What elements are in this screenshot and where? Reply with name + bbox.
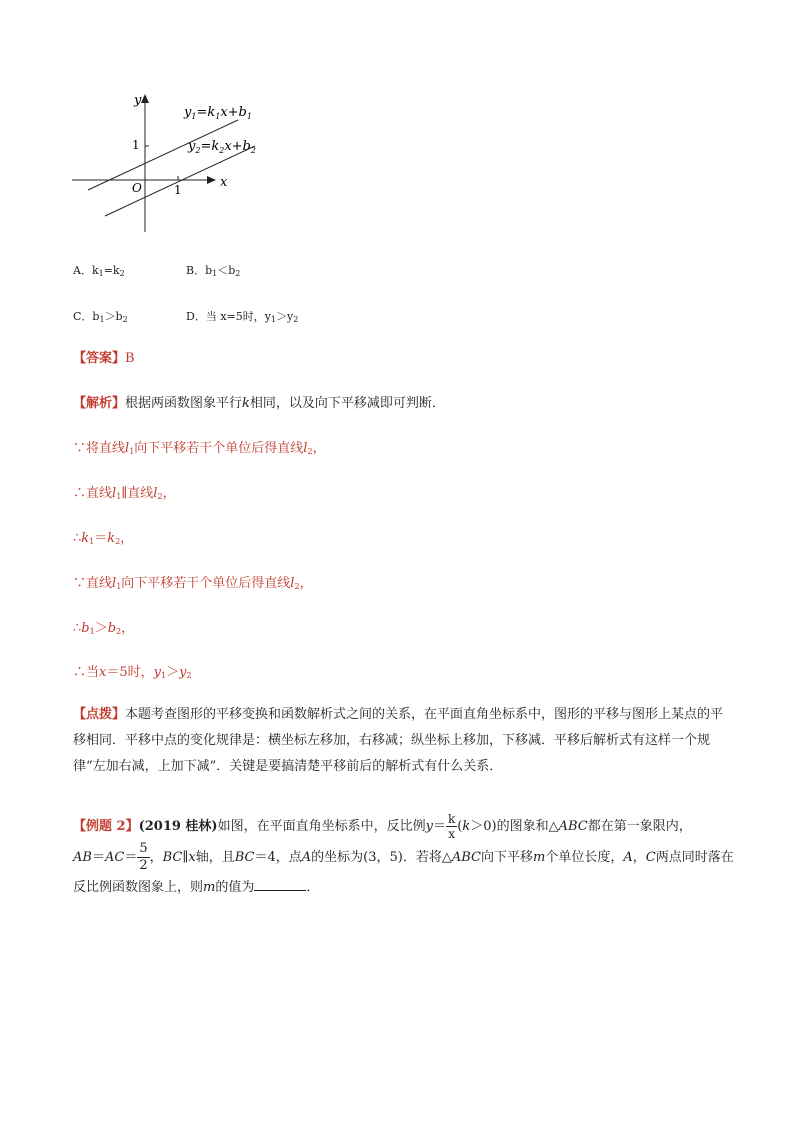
step-1: ∵将直线$l_1$向下平移若干个单位后得直线$l_2$，	[73, 441, 326, 456]
x-axis-arrow	[207, 176, 216, 184]
answer-tag: 【答案】	[73, 351, 126, 366]
example-2-paragraph: 【例题 2】(2019 桂林)如图，在平面直角坐标系中，反比例y＝ $\frac{k}{x}$ (k＞0)的图象和△ABC都在第一象限内， AB＝AC＝ $\frac{5}{2}$ ，BC∥x轴，且BC＝4，点A的坐标为(3，5)．若将△ABC向下平移m个单位长度，A，C两点同时落在反比例函数图象上，则m的值为 ．	[73, 812, 734, 895]
step-4: ∵直线$l_1$向下平移若干个单位后得直线$l_2$，	[73, 576, 313, 591]
step-5: $\therefore b_1>b_2$，	[73, 621, 135, 636]
step-6: ∴当x＝5时，$y_1>y_2$	[73, 665, 192, 680]
fraction-five-halves: $\frac{5}{2}$	[139, 841, 148, 873]
x-tick-label: 1	[174, 183, 182, 197]
line2-label: $y_2=k_2x+b_2$	[188, 139, 256, 155]
line1-label: $y_1=k_1x+b_1$	[184, 105, 252, 121]
tip-text: 本题考查图形的平移变换和函数解析式之间的关系，在平面直角坐标系中，图形的平移与图形上某点的平移相同．平移中点的变化规律是：横坐标左移加，右移减；纵坐标上移加，下移减．平移后解析式有这样一个规律“左加右减，上加下减”．关键是要搞清楚平移前后的解析式有什么关系．	[73, 707, 724, 774]
option-a: A．$k_1=k_2$	[73, 264, 125, 278]
y-tick-label: 1	[132, 138, 140, 152]
answer-blank[interactable]	[254, 878, 306, 891]
answer-value: B	[125, 351, 135, 366]
tip-paragraph	[73, 702, 735, 780]
step-2: ∴直线$l_1\parallel$直线$l_2$，	[73, 486, 176, 501]
option-d: D．当 x=5时，$y_1>y_2$	[186, 310, 299, 324]
tip-tag: 【点拨】	[73, 707, 126, 722]
linear-functions-graph	[60, 88, 280, 238]
x-axis-label: x	[220, 175, 228, 190]
y-axis-label: y	[134, 93, 142, 108]
option-c: C．$b_1>b_2$	[73, 310, 128, 324]
origin-label: O	[132, 181, 142, 195]
answer	[73, 350, 135, 368]
fraction-k-over-x: $\frac{k}{x}$	[447, 812, 456, 841]
y-axis-arrow	[141, 94, 149, 103]
line-y2	[105, 146, 255, 216]
step-3: $\therefore k_1=k_2$，	[73, 531, 134, 546]
option-b: B．$b_1<b_2$	[186, 264, 241, 278]
analysis: 【解析】根据两函数图象平行k相同，以及向下平移减即可判断．	[73, 396, 445, 411]
